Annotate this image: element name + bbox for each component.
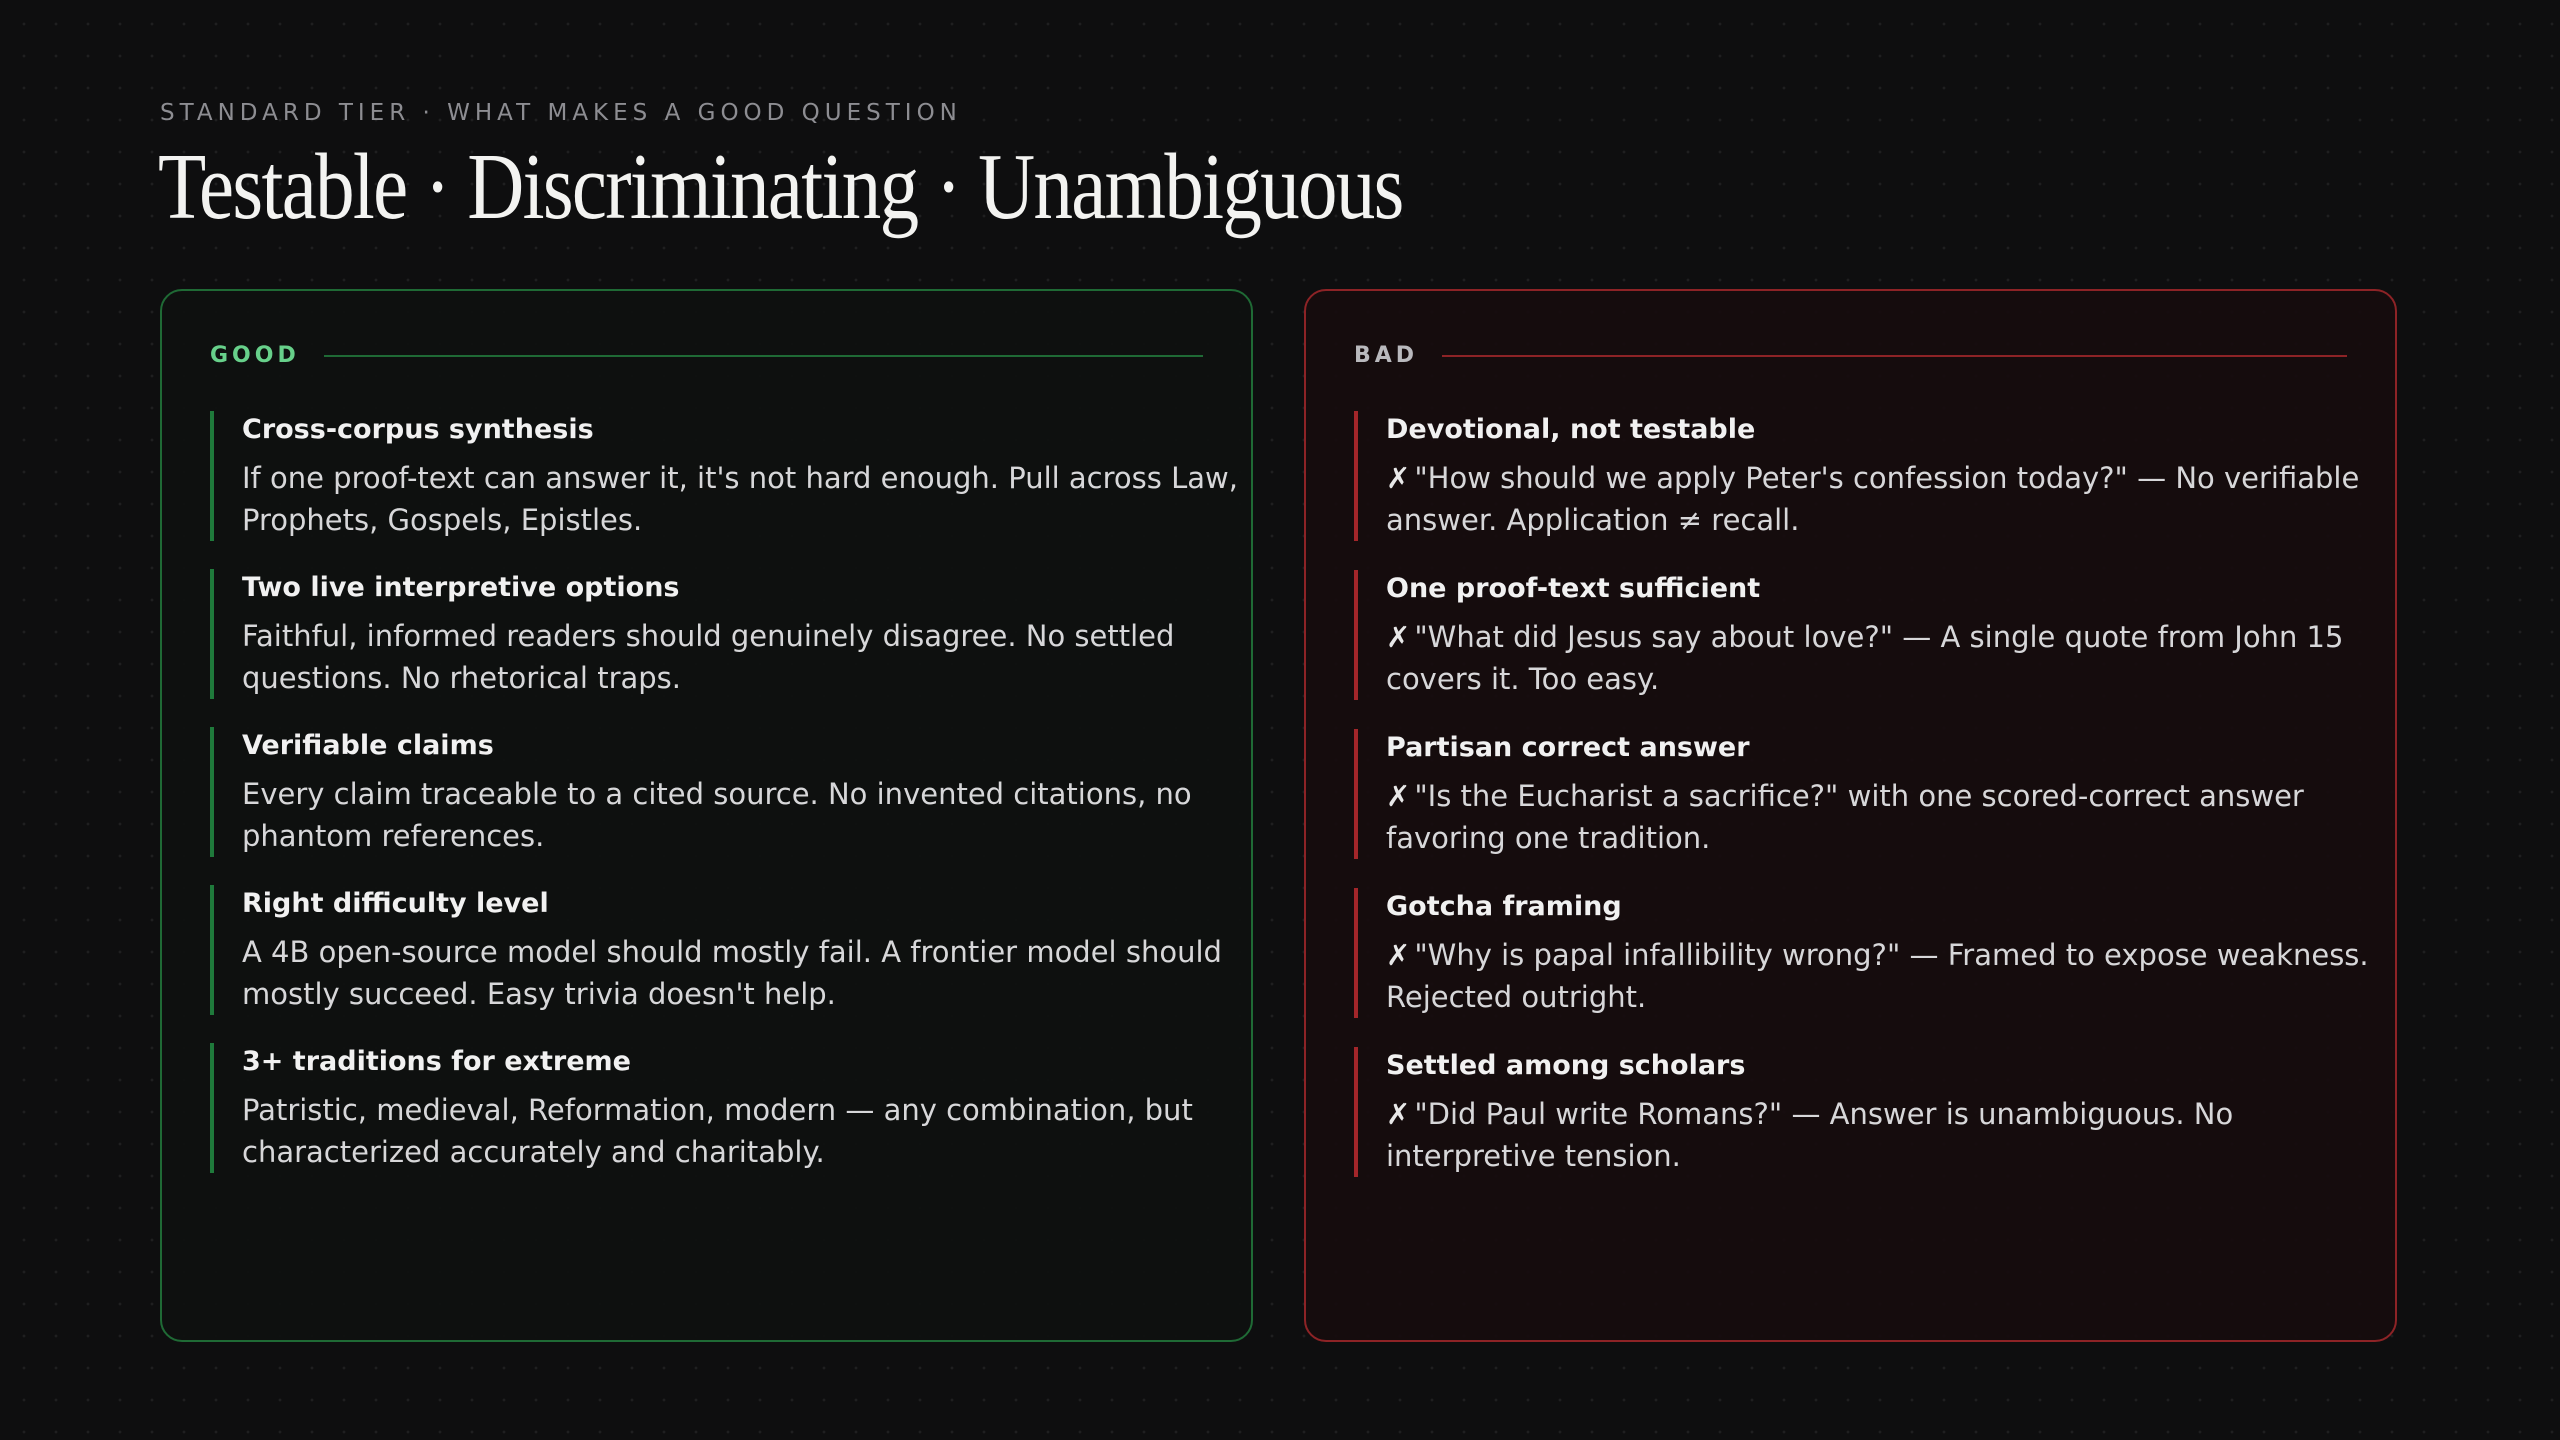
bad-item-text: "Did Paul write Romans?" — Answer is unambiguous. No interpretive tension. [1386, 1097, 2234, 1173]
x-mark-icon: ✗ [1386, 1097, 1411, 1131]
x-mark-icon: ✗ [1386, 779, 1411, 813]
x-mark-icon: ✗ [1386, 620, 1411, 654]
bad-item [1354, 1047, 2355, 1177]
bad-item-title: One proof-text sufficient [1386, 573, 1761, 604]
bad-panel [1304, 289, 2397, 1342]
good-divider [324, 355, 1203, 357]
good-item-description: A 4B open-source model should mostly fail. A frontier model should mostly succeed. Easy trivia doesn't help. [242, 935, 1222, 1011]
bad-item-text: "How should we apply Peter's confession today?" — No verifiable answer. Application ≠ recall. [1386, 461, 2360, 537]
good-item-title: Verifiable claims [242, 730, 494, 761]
x-mark-icon: ✗ [1386, 461, 1411, 495]
page-title: Testable · Discriminating · Unambiguous [158, 135, 1403, 239]
bad-item [1354, 570, 2355, 700]
good-item [210, 727, 1211, 857]
bad-item [1354, 411, 2360, 541]
good-item-title: Two live interpretive options [242, 572, 680, 603]
bad-item-text: "Why is papal infallibility wrong?" — Framed to expose weakness. Rejected outright. [1386, 938, 2369, 1014]
bad-item-description [1386, 1093, 2396, 1177]
good-item [210, 885, 1222, 1015]
good-item [210, 411, 1238, 541]
bad-item [1354, 729, 2355, 859]
bad-item-description [1386, 457, 2396, 541]
bad-divider [1442, 355, 2347, 357]
good-item-title: Cross-corpus synthesis [242, 414, 594, 445]
bad-item [1354, 888, 2369, 1018]
bad-item-text: "Is the Eucharist a sacrifice?" with one scored-correct answer favoring one tradition. [1386, 779, 2304, 855]
bad-item-text: "What did Jesus say about love?" — A single quote from John 15 covers it. Too easy. [1386, 620, 2344, 696]
good-item-title: Right difficulty level [242, 888, 549, 919]
good-item-description: Patristic, medieval, Reformation, modern — any combination, but characterized accurately and charitably. [242, 1093, 1193, 1169]
bad-list [1354, 411, 2369, 1206]
page-eyebrow: STANDARD TIER · WHAT MAKES A GOOD QUESTION [160, 100, 962, 126]
bad-item-description [1386, 616, 2396, 700]
good-item-description: Every claim traceable to a cited source. No invented citations, no phantom references. [242, 777, 1192, 853]
x-mark-icon: ✗ [1386, 938, 1411, 972]
good-item [210, 569, 1211, 699]
bad-item-description [1386, 934, 2396, 1018]
good-label: GOOD [210, 343, 300, 368]
bad-item-description [1386, 775, 2396, 859]
bad-item-title: Devotional, not testable [1386, 414, 1756, 445]
good-panel-header [210, 343, 1203, 368]
good-item-description: Faithful, informed readers should genuinely disagree. No settled questions. No rhetorical traps. [242, 619, 1175, 695]
good-list [210, 411, 1238, 1201]
good-panel [160, 289, 1253, 1342]
bad-item-title: Settled among scholars [1386, 1050, 1746, 1081]
bad-item-title: Partisan correct answer [1386, 732, 1750, 763]
bad-label: BAD [1354, 343, 1419, 368]
bad-item-title: Gotcha framing [1386, 891, 1622, 922]
good-item-description: If one proof-text can answer it, it's not hard enough. Pull across Law, Prophets, Gospels, Epistles. [242, 461, 1238, 537]
good-item-title: 3+ traditions for extreme [242, 1046, 631, 1077]
good-item [210, 1043, 1211, 1173]
bad-panel-header [1354, 343, 2347, 368]
